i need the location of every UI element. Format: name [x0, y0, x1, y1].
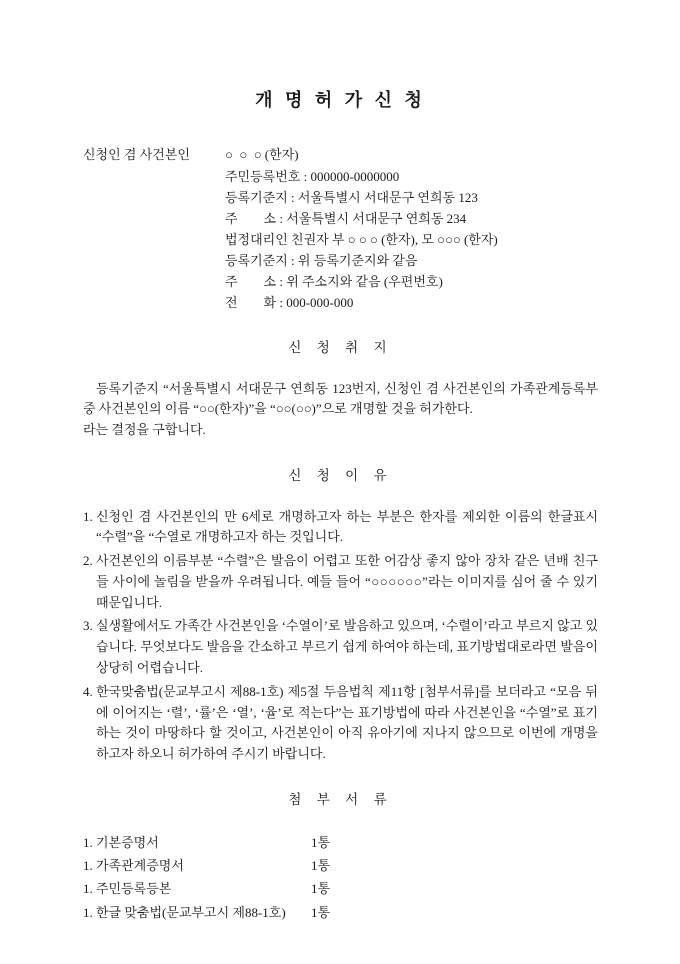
reason-item-1: [83, 507, 598, 549]
reason-number: 3.: [83, 618, 93, 634]
applicant-info-block: [225, 166, 598, 313]
reason-item-4: [83, 682, 598, 765]
purpose-paragraph: 등록기준지 “서울특별시 서대문구 연희동 123번지, 신청인 겸 사건본인의 가족관계등록부 중 사건본인의 이름 “○○(한자)”을 “○○(○○)”으로 개명할 것을 허가한다.: [83, 380, 598, 417]
attachment-list: [83, 831, 598, 925]
document-title: 개 명 허 가 신 청: [255, 90, 426, 110]
attachment-name: 기본증명서: [96, 834, 159, 850]
info-row-address-2: 주 소 : 위 주소지와 같음 (우편번호): [225, 273, 443, 289]
attachment-number: 1.: [83, 881, 93, 897]
info-row-address-1: 주 소 : 서울특별시 서대문구 연희동 234: [225, 210, 467, 226]
attachment-number: 1.: [83, 834, 93, 850]
reason-text: 신청인 겸 사건본인의 만 6세로 개명하고자 하는 부분은 한자를 제외한 이름의 한글표시 “수렬”을 “수열로 개명하고자 하는 것입니다.: [96, 508, 598, 545]
reason-item-3: [83, 616, 598, 678]
reason-number: 1.: [83, 508, 93, 524]
reason-number: 4.: [83, 683, 93, 699]
applicant-line: [83, 145, 598, 166]
reason-item-2: [83, 551, 598, 613]
applicant-name: ○ ○ ○ (한자): [225, 146, 299, 162]
reason-number: 2.: [83, 553, 93, 569]
attachment-row-resident-register-copy: [83, 877, 598, 900]
attachment-count: 1통: [311, 904, 331, 920]
attachment-number: 1.: [83, 904, 93, 920]
info-row-registration-base-1: 등록기준지 : 서울특별시 서대문구 연희동 123: [225, 189, 478, 205]
applicant-label: 신청인 겸 사건본인: [83, 146, 190, 162]
section-heading-attachments: 첨 부 서 류: [288, 792, 393, 808]
attachment-row-family-relation-certificate: [83, 854, 598, 877]
attachment-row-basic-certificate: [83, 831, 598, 854]
reason-text: 사건본인의 이름부분 “수렬”은 발음이 어렵고 또한 어감상 좋지 않아 장차 같은 년배 친구들 사이에 놀림을 받을까 우려됩니다. 예들 들어 “○○○○○○”라는 이미지를 심어 줄 수 있기 때문입니다.: [96, 553, 598, 610]
attachment-count: 1통: [311, 834, 331, 850]
section-heading-reasons: 신 청 이 유: [288, 467, 393, 483]
attachment-name: 주민등록등본: [96, 881, 172, 897]
purpose-closing: 라는 결정을 구합니다.: [83, 422, 206, 438]
attachment-count: 1통: [311, 881, 331, 897]
reason-list: [83, 507, 598, 766]
attachment-name: 한글 맞춤법(문교부고시 제88-1호): [96, 904, 286, 920]
attachment-number: 1.: [83, 858, 93, 874]
info-row-phone: 전 화 : 000-000-000: [225, 294, 354, 310]
reason-text: 한국맞춤법(문교부고시 제88-1호) 제5절 두음법칙 제11항 [첨부서류]를 보더라고 “모음 뒤에 이어지는 ‘렬’, ‘률’은 ‘열’, ‘율’로 적는다”는 표기방법에 따라 사건본인을 “수열”로 표기하는 것이 마땅하다 할 것이고, 사건본인이 아직 유아기에 지나지 않으므로 이번에 개명을 하고자 하오니 허가하여 주시기 바랍니다.: [96, 683, 598, 762]
info-row-resident-number: 주민등록번호 : 000000-0000000: [225, 168, 400, 184]
attachment-count: 1통: [311, 858, 331, 874]
info-row-legal-representative: 법정대리인 친권자 부 ○ ○ ○ (한자), 모 ○○○ (한자): [225, 231, 498, 247]
attachment-name: 가족관계증명서: [96, 858, 184, 874]
reason-text: 실생활에서도 가족간 사건본인을 ‘수열이’로 발음하고 있으며, ‘수렬이’라고 부르지 않고 있습니다. 무엇보다도 발음을 간소하고 부르기 쉽게 하여야 하는데, 표기방법대로라면 발음이 상당히 어렵습니다.: [96, 618, 598, 676]
section-heading-purpose: 신 청 취 지: [288, 339, 393, 355]
info-row-registration-base-2: 등록기준지 : 위 등록기준지와 같음: [225, 252, 418, 268]
attachment-row-hangul-orthography: [83, 901, 598, 924]
